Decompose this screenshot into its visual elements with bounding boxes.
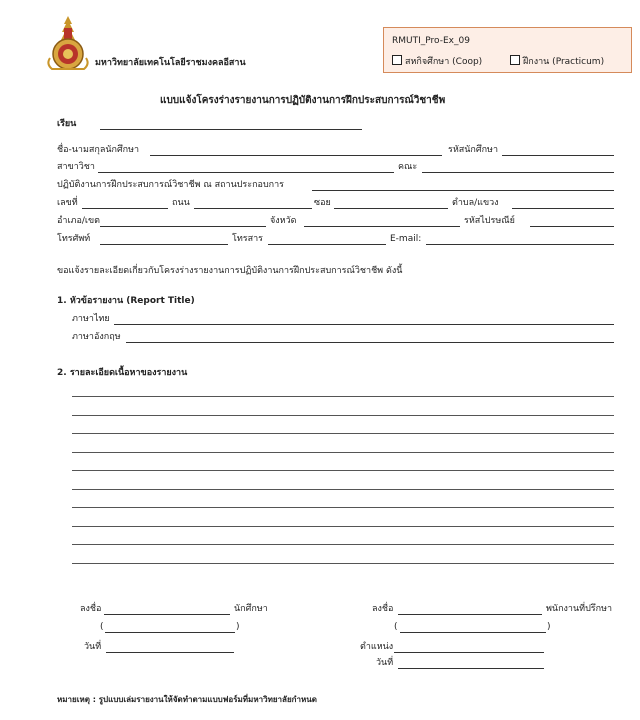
fax-label: โทรสาร <box>232 234 263 244</box>
email-line[interactable] <box>426 244 614 245</box>
province-line[interactable] <box>304 226 460 227</box>
detail-writing-line[interactable] <box>72 396 614 397</box>
student-date-label: วันที่ <box>84 642 102 652</box>
district-line[interactable] <box>100 226 266 227</box>
title-thai-line[interactable] <box>114 324 614 325</box>
section2-heading: 2. รายละเอียดเนื้อหาของรายงาน <box>57 368 188 378</box>
advisor-position-line[interactable] <box>394 652 544 653</box>
soi-label: ซอย <box>314 198 331 208</box>
title-english-line[interactable] <box>126 342 614 343</box>
workplace-line[interactable] <box>312 190 614 191</box>
advisor-name-print-line[interactable] <box>400 632 546 633</box>
faculty-label: คณะ <box>398 162 418 172</box>
intro-text: ขอแจ้งรายละเอียดเกี่ยวกับโครงร่างรายงานการปฏิบัติงานการฝึกประสบการณ์วิชาชีพ ดังนี้ <box>57 266 403 276</box>
practicum-checkbox[interactable] <box>510 55 520 65</box>
detail-writing-line[interactable] <box>72 489 614 490</box>
advisor-position-label: ตำแหน่ง <box>360 642 394 652</box>
advisor-date-line[interactable] <box>398 668 544 669</box>
detail-writing-line[interactable] <box>72 433 614 434</box>
student-sign-line[interactable] <box>104 614 230 615</box>
student-id-line[interactable] <box>502 155 614 156</box>
fax-line[interactable] <box>268 244 386 245</box>
form-code-box <box>383 27 632 73</box>
advisor-date-label: วันที่ <box>376 658 394 668</box>
major-line[interactable] <box>98 172 394 173</box>
detail-writing-line[interactable] <box>72 452 614 453</box>
detail-writing-line[interactable] <box>72 544 614 545</box>
to-line[interactable] <box>100 129 362 130</box>
subdistrict-label: ตำบล/แขวง <box>452 198 499 208</box>
advisor-paren-open: ( <box>394 622 398 632</box>
student-paren-open: ( <box>100 622 104 632</box>
option-practicum[interactable] <box>510 55 604 68</box>
detail-writing-line[interactable] <box>72 507 614 508</box>
postcode-line[interactable] <box>530 226 614 227</box>
advisor-sign-label: ลงชื่อ <box>372 604 394 614</box>
soi-line[interactable] <box>334 208 448 209</box>
postcode-label: รหัสไปรษณีย์ <box>464 216 515 226</box>
option-coop[interactable] <box>392 55 482 68</box>
detail-writing-line[interactable] <box>72 526 614 527</box>
email-label: E-mail: <box>390 234 422 244</box>
student-id-label: รหัสนักศึกษา <box>448 145 499 155</box>
student-date-line[interactable] <box>106 652 234 653</box>
student-name-line[interactable] <box>150 155 442 156</box>
footer-note: หมายเหตุ : รูปแบบเล่มรายงานให้จัดทำตามแบบฟอร์มที่มหาวิทยาลัยกำหนด <box>57 695 317 704</box>
university-name: มหาวิทยาลัยเทคโนโลยีราชมงคลอีสาน <box>95 58 246 68</box>
road-line[interactable] <box>194 208 312 209</box>
section1-heading: 1. หัวข้อรายงาน (Report Title) <box>57 296 195 306</box>
detail-writing-line[interactable] <box>72 563 614 564</box>
to-label: เรียน <box>57 119 77 129</box>
title-english-label: ภาษาอังกฤษ <box>72 332 121 342</box>
form-code: RMUTI_Pro-Ex_09 <box>392 36 470 46</box>
district-label: อำเภอ/เขต <box>57 216 100 226</box>
detail-writing-line[interactable] <box>72 470 614 471</box>
province-label: จังหวัด <box>270 216 297 226</box>
student-name-print-line[interactable] <box>105 632 235 633</box>
title-thai-label: ภาษาไทย <box>72 314 110 324</box>
phone-label: โทรศัพท์ <box>57 234 91 244</box>
subdistrict-line[interactable] <box>512 208 614 209</box>
option-coop-label: สหกิจศึกษา (Coop) <box>405 57 483 67</box>
student-role-label: นักศึกษา <box>234 604 268 614</box>
form-title: แบบแจ้งโครงร่างรายงานการปฏิบัติงานการฝึกประสบการณ์วิชาชีพ <box>160 95 446 106</box>
road-label: ถนน <box>172 198 190 208</box>
house-no-label: เลขที่ <box>57 198 78 208</box>
option-practicum-label: ฝึกงาน (Practicum) <box>523 57 605 67</box>
coop-checkbox[interactable] <box>392 55 402 65</box>
student-sign-label: ลงชื่อ <box>80 604 102 614</box>
faculty-line[interactable] <box>422 172 614 173</box>
house-no-line[interactable] <box>82 208 168 209</box>
detail-writing-line[interactable] <box>72 415 614 416</box>
student-name-label: ชื่อ-นามสกุลนักศึกษา <box>57 145 140 155</box>
workplace-label: ปฏิบัติงานการฝึกประสบการณ์วิชาชีพ ณ สถานประกอบการ <box>57 180 285 190</box>
advisor-sign-line[interactable] <box>398 614 542 615</box>
advisor-role-label: พนักงานที่ปรึกษา <box>546 604 613 614</box>
advisor-paren-close: ) <box>547 622 551 632</box>
university-logo <box>44 14 92 72</box>
major-label: สาขาวิชา <box>57 162 95 172</box>
phone-line[interactable] <box>100 244 228 245</box>
student-paren-close: ) <box>236 622 240 632</box>
